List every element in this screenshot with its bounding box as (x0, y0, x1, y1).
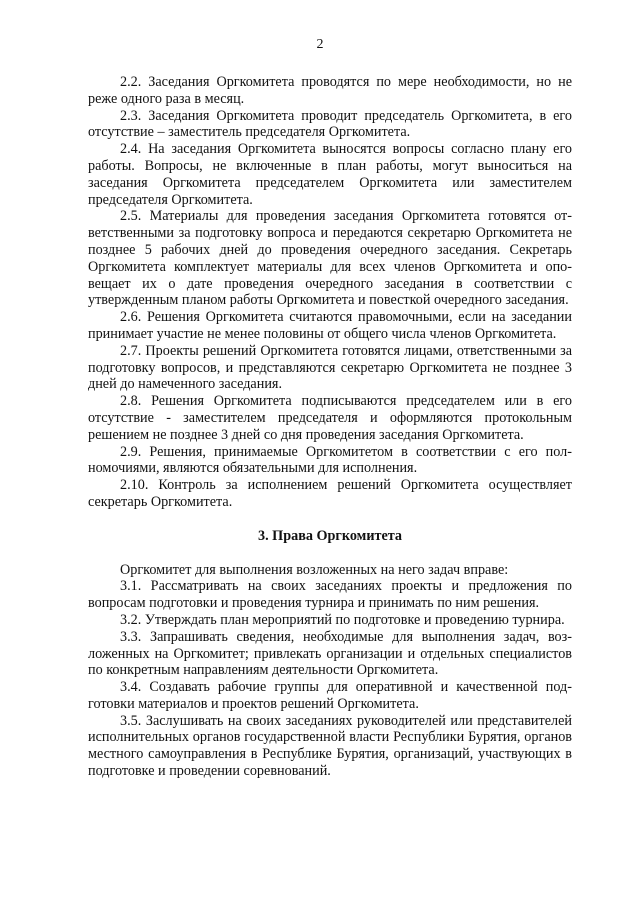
paragraph-3-intro: Оргкомитет для выполнения возложенных на него задач вправе: (120, 561, 509, 578)
paragraph-3-2: 3.2. Утверждать план мероприятий по подготовке и проведению турнира. (120, 611, 565, 628)
paragraph-2-4: 2.4. На заседания Оргкомитета выносятся вопросы согласно плану его работы. Вопросы, не включенные в план работы, могут выноситься на заседания Оргкомитета председателем Оргкомитета или заместителем председателя Оргкомитета. (88, 141, 572, 208)
paragraph-2-6: 2.6. Решения Оргкомитета считаются правомочными, если на заседании принимает участие не менее половины от общего числа членов Оргкомитета. (88, 309, 572, 342)
page-number: 2 (316, 37, 324, 52)
paragraph-2-10: 2.10. Контроль за исполнением решений Оргкомитета осуществляет секретарь Оргкомитета. (88, 477, 572, 510)
section-title-rights: 3. Права Оргкомитета (257, 527, 403, 544)
paragraph-2-9: 2.9. Решения, принимаемые Оргкомитетом в соответствии с его полномочиями, являются обязательными для исполнения. (88, 443, 572, 477)
paragraph-3-4: 3.4. Создавать рабочие группы для оперативной и качественной подготовки материалов и проектов решений Оргкомитета. (88, 679, 572, 712)
paragraph-2-2: 2.2. Заседания Оргкомитета проводятся по мере необходимости, но не реже одного раза в месяц. (88, 74, 572, 107)
paragraph-3-3: 3.3. Запрашивать сведения, необходимые для выполнения задач, возложенных на Оргкомитет; привлекать организации и отдельных специалистов по конкретным направлениям деятельности Оргкомитета. (88, 628, 572, 679)
document-body (88, 74, 572, 780)
paragraph-2-3: 2.3. Заседания Оргкомитета проводит председатель Оргкомитета, в его отсутствие – заместитель председателя Оргкомитета. (88, 107, 572, 141)
paragraph-3-1: 3.1. Рассматривать на своих заседаниях проекты и предложения по вопросам подготовки и проведения турнира и принимать по ним решения. (88, 578, 572, 612)
paragraph-3-5: 3.5. Заслушивать на своих заседаниях руководителей или представителей исполнительных органов государственной власти Республики Бурятия, органов местного самоуправления в Республике Бурятия, организаций, участвующих в подготовке и проведении соревнований. (88, 712, 572, 780)
paragraph-2-8: 2.8. Решения Оргкомитета подписываются председателем или в его отсутствие - заместителем председателя и оформляются протокольным решением не позднее 3 дней со дня проведения заседания Оргкомитета. (88, 393, 572, 443)
paragraph-2-7: 2.7. Проекты решений Оргкомитета готовятся лицами, ответственными за подготовку вопросов, и представляются секретарю Оргкомитета не позднее 3 дней до намеченного заседания. (88, 342, 572, 393)
paragraph-2-5: 2.5. Материалы для проведения заседания Оргкомитета готовятся ответственными за подготовку вопроса и передаются секретарю Оргкомитета не позднее 5 рабочих дней до проведения очередного заседания. Секретарь Оргкомитета комплектует материалы для всех членов Оргкомитета и оповещает их о дате проведения очередного заседания в соответствии с утвержденным планом работы Оргкомитета и повесткой очередного заседания. (88, 208, 572, 309)
